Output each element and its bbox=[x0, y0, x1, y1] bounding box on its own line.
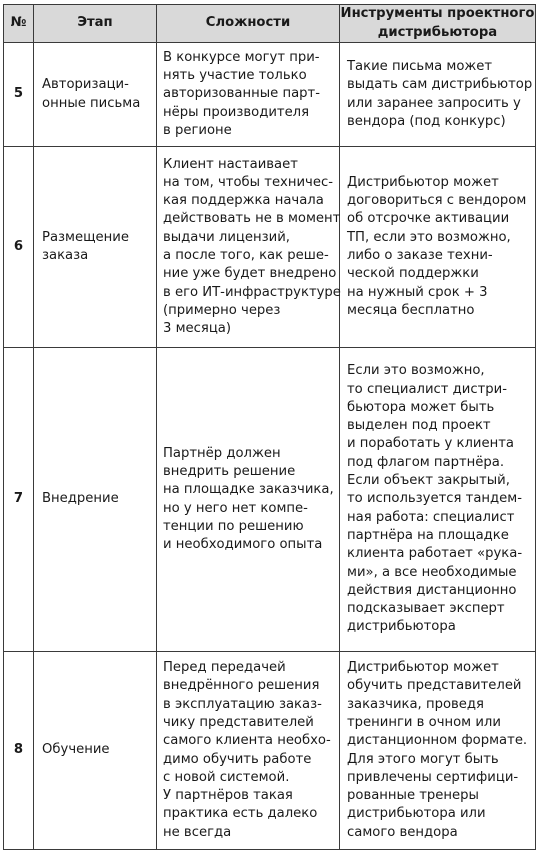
difficulties-cell-line: У партнёров такая bbox=[163, 788, 293, 804]
difficulties-cell-line: с новой системой. bbox=[163, 769, 290, 785]
tools-cell-line: выдать сам дистрибьютор bbox=[347, 77, 533, 93]
difficulties-cell-line: и необходимого опыта bbox=[163, 537, 323, 553]
tools-cell-line: ческой поддержки bbox=[347, 266, 479, 282]
tools-cell-line: или заранее запросить у bbox=[347, 95, 521, 111]
tools-cell bbox=[340, 43, 536, 147]
header-number: № bbox=[4, 5, 34, 43]
difficulties-cell bbox=[157, 348, 340, 652]
tools-cell bbox=[340, 348, 536, 652]
difficulties-cell bbox=[157, 147, 340, 348]
difficulties-cell-line: но у него нет компе- bbox=[163, 500, 308, 516]
tools-cell-line: Дистрибьютор может bbox=[347, 174, 499, 190]
tools-cell-line: дистрибьютора bbox=[347, 619, 456, 635]
tools-cell bbox=[340, 652, 536, 850]
difficulties-cell-line: не всегда bbox=[163, 824, 232, 840]
difficulties-cell-line: нять участие только bbox=[163, 68, 307, 84]
stage-cell bbox=[34, 652, 157, 850]
difficulties-cell-line: практика есть далеко bbox=[163, 806, 318, 822]
table-row bbox=[4, 652, 536, 850]
difficulties-cell-line: в эксплуатацию заказ- bbox=[163, 696, 322, 712]
tools-cell-line: ми», а все необходимые bbox=[347, 564, 517, 580]
tools-cell-line: на нужный срок + 3 bbox=[347, 284, 488, 300]
difficulties-cell-line: на том, чтобы техничес- bbox=[163, 174, 333, 190]
row-number: 7 bbox=[4, 348, 34, 652]
difficulties-cell bbox=[157, 652, 340, 850]
difficulties-cell-line: внедрённого решения bbox=[163, 678, 320, 694]
tools-cell-line: обучить представителей bbox=[347, 678, 522, 694]
tools-cell-line: ная работа: специалист bbox=[347, 509, 515, 525]
tools-cell-line: Дистрибьютор может bbox=[347, 660, 499, 676]
difficulties-cell-line: в регионе bbox=[163, 122, 232, 138]
tools-cell-line: вендора (под конкурс) bbox=[347, 113, 506, 129]
stage-cell-line: Размещение bbox=[42, 229, 129, 245]
difficulties-cell-line: 3 месяца) bbox=[163, 321, 232, 337]
tools-cell-line: то специалист дистри- bbox=[347, 381, 508, 397]
tools-cell-line: заказчика, проведя bbox=[347, 696, 484, 712]
tools-cell-line: дистрибьютора или bbox=[347, 806, 486, 822]
difficulties-cell-line: в его ИТ-инфраструктуре bbox=[163, 284, 341, 300]
stage-cell bbox=[34, 348, 157, 652]
tools-cell-line: действия дистанционно bbox=[347, 582, 517, 598]
table-row bbox=[4, 147, 536, 348]
tools-cell-line: Если это возможно, bbox=[347, 363, 485, 379]
stage-cell bbox=[34, 43, 157, 147]
tools-cell bbox=[340, 147, 536, 348]
stages-table bbox=[3, 4, 536, 850]
tools-cell-line: месяца бесплатно bbox=[347, 302, 475, 318]
stage-cell-line: Авторизаци- bbox=[42, 77, 129, 93]
difficulties-cell-line: Партнёр должен bbox=[163, 445, 281, 461]
tools-cell-line: подсказывает эксперт bbox=[347, 601, 505, 617]
difficulties-cell-line: нёры производителя bbox=[163, 104, 310, 120]
tools-cell-line: партнёра на площадке bbox=[347, 527, 509, 543]
tools-cell-line: Если объект закрытый, bbox=[347, 473, 510, 489]
difficulties-cell-line: кая поддержка начала bbox=[163, 193, 324, 209]
difficulties-cell-line: Перед передачей bbox=[163, 660, 286, 676]
difficulties-cell-line: тенции по решению bbox=[163, 518, 304, 534]
tools-cell-line: дистанционном формате. bbox=[347, 733, 528, 749]
difficulties-cell-line: авторизованные парт- bbox=[163, 86, 320, 102]
tools-cell-line: выделен под проект bbox=[347, 418, 491, 434]
tools-cell-line: об отсрочке активации bbox=[347, 211, 510, 227]
tools-cell-line: договориться с вендором bbox=[347, 193, 527, 209]
difficulties-cell-line: чику представителей bbox=[163, 714, 314, 730]
difficulties-cell-line: ние уже будет внедрено bbox=[163, 266, 337, 282]
table-row bbox=[4, 43, 536, 147]
stage-cell-line: Внедрение bbox=[42, 491, 119, 507]
table-row bbox=[4, 348, 536, 652]
tools-cell-line: ТП, если это возможно, bbox=[347, 229, 511, 245]
tools-cell-line: и поработать у клиента bbox=[347, 436, 514, 452]
tools-cell-line: либо о заказе техни- bbox=[347, 248, 493, 263]
tools-cell-line: привлечены сертифици- bbox=[347, 769, 519, 785]
tools-cell-line: рованные тренеры bbox=[347, 788, 479, 804]
header-difficulties: Сложности bbox=[157, 5, 340, 43]
tools-cell-line: клиента работает «рука- bbox=[347, 546, 523, 562]
difficulties-cell-line: внедрить решение bbox=[163, 463, 296, 479]
tools-cell-line: то используется тандем- bbox=[347, 491, 522, 507]
row-number: 8 bbox=[4, 652, 34, 850]
difficulties-cell bbox=[157, 43, 340, 147]
tools-cell-line: Для этого могут быть bbox=[347, 751, 499, 767]
row-number: 5 bbox=[4, 43, 34, 147]
difficulties-cell-line: а после того, как реше- bbox=[163, 248, 329, 263]
tools-cell-line: под флагом партнёра. bbox=[347, 454, 505, 470]
difficulties-cell-line: (примерно через bbox=[163, 302, 281, 318]
difficulties-cell-line: самого клиента необхо- bbox=[163, 733, 331, 749]
stage-cell-line: онные письма bbox=[42, 95, 141, 111]
stage-cell bbox=[34, 147, 157, 348]
header-stage: Этап bbox=[34, 5, 157, 43]
header-row bbox=[4, 5, 536, 43]
tools-cell-line: Такие письма может bbox=[347, 58, 493, 74]
difficulties-cell-line: Клиент настаивает bbox=[163, 156, 298, 172]
difficulties-cell-line: выдачи лицензий, bbox=[163, 229, 290, 245]
header-tools: Инструменты проектного дистрибьютора bbox=[340, 5, 536, 43]
tools-cell-line: тренинги в очном или bbox=[347, 714, 501, 730]
tools-cell-line: бьютора может быть bbox=[347, 399, 495, 415]
difficulties-cell-line: димо обучить работе bbox=[163, 751, 312, 767]
difficulties-cell-line: действовать не в момент bbox=[163, 211, 341, 227]
stage-cell-line: Обучение bbox=[42, 742, 110, 758]
stage-cell-line: заказа bbox=[42, 248, 89, 263]
tools-cell-line: самого вендора bbox=[347, 824, 458, 840]
difficulties-cell-line: на площадке заказчика, bbox=[163, 482, 334, 498]
difficulties-cell-line: В конкурсе могут при- bbox=[163, 49, 320, 65]
row-number: 6 bbox=[4, 147, 34, 348]
